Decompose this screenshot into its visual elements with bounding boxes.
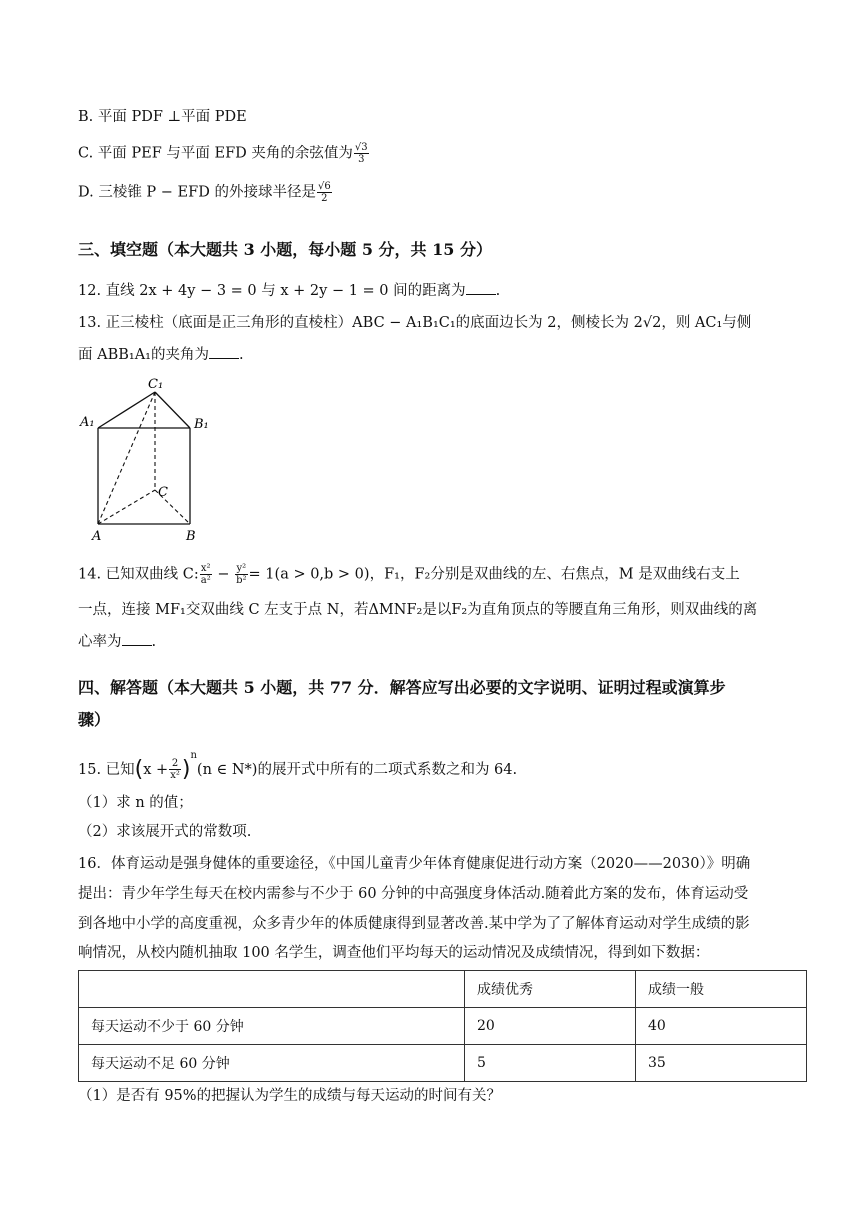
label-a: A [92,529,102,544]
prism-figure [78,372,218,544]
question-16-line-3: 到各地中小学的高度重视，众多青少年的体质健康得到显著改善.某中学为了了解体育运动对学生成绩的影 [78,916,750,932]
table-header-cell [79,971,465,1008]
question-15: 15. 已知(x + $\frac{2}{\text{x²}}$ )$^n$(n ∈ N*)的展开式中所有的二项式系数之和为 64. [78,750,518,782]
answer-blank [122,631,152,646]
option-c: C. 平面 PEF 与平面 EFD 夹角的余弦值为 $\frac{√3}{3}$ [78,142,368,165]
fraction-sqrt6-over-2: $\frac{√6}{2}$ [317,181,331,204]
option-d: D. 三棱锥 P − EFD 的外接球半径是 $\frac{√6}{2}$ [78,181,331,204]
table-row [79,1045,807,1082]
question-16-part-1: （1）是否有 95%的把握认为学生的成绩与每天运动的时间有关？ [78,1088,502,1104]
fraction-2-over-x2: $\frac{2}{\text{x²}}$ [170,758,180,782]
fraction-sqrt3-over-3: $\frac{√3}{3}$ [354,142,368,165]
question-12: 12. 直线 2x + 4y − 3 = 0 与 x + 2y − 1 = 0 间的距离为 . [78,280,500,301]
table-cell: 20 [465,1008,636,1045]
table-cell: 每天运动不少于 60 分钟 [79,1008,465,1045]
question-16-line-1: 16．体育运动是强身健体的重要途径，《中国儿童青少年体育健康促进行动方案（2020——2030）》明确 [78,856,751,872]
question-13-line-1: 13. 正三棱柱（底面是正三角形的直棱柱）ABC − A₁B₁C₁的底面边长为 2，侧棱长为 2√2，则 AC₁与侧 [78,315,752,331]
question-14-line-3: 心率为 . [78,631,156,652]
label-c: C [158,485,168,500]
section-4-heading-line-2: 骤） [78,710,111,729]
option-b: B. 平面 PDF ⊥平面 PDE [78,109,247,125]
table-cell: 每天运动不足 60 分钟 [79,1045,465,1082]
label-a1: A₁ [80,415,95,430]
answer-blank [209,344,239,359]
label-c1: C₁ [148,377,164,392]
table-header-cell: 成绩一般 [636,971,807,1008]
table-cell: 5 [465,1045,636,1082]
question-14-line-1: 14. 已知双曲线 C: $\frac{\text{x²}}{\text{a²}}$ − $\frac{\text{y²}}{\text{b²}}$ = 1(a > 0,b > 0)，F₁，F₂分别是双曲线的左、右焦点，M 是双曲线右支上 [78,563,740,586]
table-cell: 40 [636,1008,807,1045]
question-16-line-4: 响情况，从校内随机抽取 100 名学生，调查他们平均每天的运动情况及成绩情况，得到如下数据： [78,945,710,961]
fraction-x2-a2: $\frac{\text{x²}}{\text{a²}}$ [200,563,211,586]
question-13-line-2: 面 ABB₁A₁的夹角为 . [78,344,244,365]
table-row [79,1008,807,1045]
label-b: B [186,529,196,544]
table-header-cell: 成绩优秀 [465,971,636,1008]
fraction-y2-b2: $\frac{\text{y²}}{\text{b²}}$ [236,563,247,586]
answer-blank [466,280,496,295]
label-b1: B₁ [194,417,209,432]
section-3-heading: 三、填空题（本大题共 3 小题，每小题 5 分，共 15 分） [78,240,492,259]
question-16-line-2: 提出：青少年学生每天在校内需参与不少于 60 分钟的中高强度身体活动.随着此方案的发布，体育运动受 [78,886,749,902]
question-15-part-1: （1）求 n 的值； [78,795,193,811]
question-14-line-2: 一点，连接 MF₁交双曲线 C 左支于点 N，若ΔMNF₂是以F₂为直角顶点的等腰直角三角形，则双曲线的离 [78,602,758,618]
section-4-heading-line-1: 四、解答题（本大题共 5 小题，共 77 分．解答应写出必要的文字说明、证明过程或演算步 [78,678,726,697]
table-cell: 35 [636,1045,807,1082]
table-header-row [79,971,807,1008]
data-table [78,970,807,1082]
question-15-part-2: （2）求该展开式的常数项. [78,824,252,840]
